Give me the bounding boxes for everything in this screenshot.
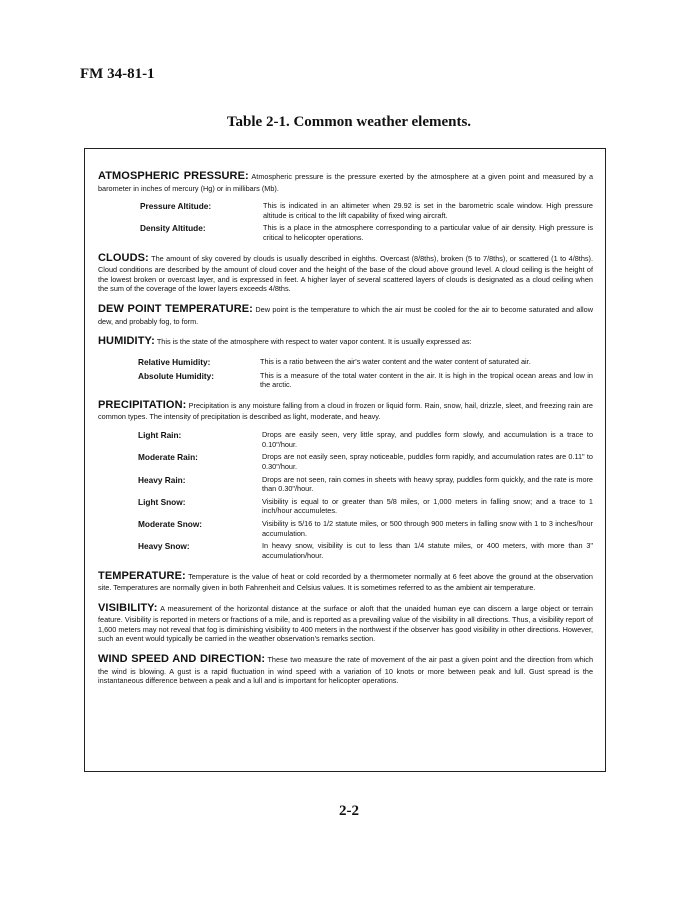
section-clouds bbox=[98, 251, 593, 294]
subitem-text: This is a measure of the total water content in the air. It is high in the tropical ocean areas and low in the arctic. bbox=[260, 370, 593, 390]
section-text: Temperature is the value of heat or cold recorded by a thermometer normally at 6 feet above the ground at the observation site. Temperatures are normally given in both Fahrenheit and Celsius values. It is sometimes referred to as the ambient air temperature. bbox=[98, 571, 593, 593]
section-text: Dew point is the temperature to which the air must be cooled for the air to become saturated and allow dew, and probably fog, to form. bbox=[98, 305, 593, 326]
section-heading: VISIBILITY: bbox=[98, 601, 158, 614]
subitem-text: Drops are not seen, rain comes in sheets with heavy spray, puddles form quickly, and the rate is more than 0.30"/hour. bbox=[262, 474, 593, 494]
subitem-heavy-snow bbox=[98, 541, 593, 560]
document-id: FM 34-81-1 bbox=[80, 66, 155, 82]
subitem-pressure-altitude bbox=[98, 201, 593, 220]
subitem-label: Heavy Snow: bbox=[138, 541, 190, 552]
subitem-label: Moderate Snow: bbox=[138, 519, 203, 530]
subitem-text: Drops are easily seen, very little spray, and puddles form slowly, and accumulation is a trace to 0.10"/hour. bbox=[262, 430, 593, 449]
subitem-text: Visibility is 5/16 to 1/2 statute miles, or 500 through 900 meters in falling snow with 1 to 3 inches/hour accumulation. bbox=[262, 519, 593, 538]
section-text: A measurement of the horizontal distance at the surface or aloft that the unaided human eye can discern a large object or terrain feature. Visibility is reported in meters or fractions of a mile, and is reported as a prevailing value of the visibility in all directions. Thus, a visibility report of 1,600 meters may not reveal that fog is diminishing visibility to 400 meters in the northwest if the observer has good visibility in other directions. However, such an event would typically be carried in the weather observation's remarks section. bbox=[98, 603, 593, 644]
section-text: The amount of sky covered by clouds is usually described in eighths. Overcast (8/8ths), broken (5 to 7/8ths), or scattered (1 to 4/8ths). Cloud conditions are described by the amount of cloud cover and the height of the base of the cloud above ground level. A cloud ceiling is the height of the lowest broken or overcast layer, and is expressed in feet. A higher layer of several scattered layers of clouds is designated as a cloud ceiling when the sum of the coverage of the lower layers exceeds 4/8ths. bbox=[98, 253, 593, 294]
section-text: These two measure the rate of movement of the air past a given point and the direction from which the wind is blowing. A gust is a rapid fluctuation in wind speed with a variation of 10 knots or more between peak and lull. Gust spread is the instantaneous difference between a peak and a lull and is important for helicopter operations. bbox=[98, 655, 593, 686]
section-heading: PRECIPITATION: bbox=[98, 398, 187, 411]
subitem-label: Light Rain: bbox=[138, 430, 182, 441]
subitem-text: Visibility is equal to or greater than 5/8 miles, or 1,000 meters in falling snow; and a trace to 1 inch/hour accumuletes. bbox=[262, 496, 593, 516]
section-heading: HUMIDITY: bbox=[98, 335, 155, 348]
subitem-label: Heavy Rain: bbox=[138, 474, 186, 485]
subitem-text: This is a place in the atmosphere corresponding to a particular value of air density. High pressure is critical to helicopter operations. bbox=[263, 223, 593, 243]
subitem-label: Density Altitude: bbox=[140, 223, 206, 234]
subitem-label: Moderate Rain: bbox=[138, 452, 198, 463]
page-number: 2-2 bbox=[339, 803, 359, 819]
section-text: This is the state of the atmosphere with respect to water vapor content. It is usually expressed as: bbox=[156, 337, 472, 347]
subitem-text: This is indicated in an altimeter when 29.92 is set in the barometric scale window. High pressure altitude is critical to the lift capability of fixed wing aircraft. bbox=[263, 201, 593, 220]
subitem-light-snow bbox=[98, 497, 593, 516]
subitem-label: Absolute Humidity: bbox=[138, 370, 215, 381]
section-precipitation bbox=[98, 398, 593, 422]
humidity-subitems bbox=[98, 357, 593, 390]
subitem-heavy-rain bbox=[98, 475, 593, 494]
subitem-text: In heavy snow, visibility is cut to less than 1/4 statute miles, or 400 meters, with more than 3" accumulation/hour. bbox=[262, 541, 593, 560]
section-atmospheric-pressure bbox=[98, 169, 593, 193]
subitem-relative-humidity bbox=[98, 357, 593, 368]
section-humidity bbox=[98, 334, 593, 349]
section-heading: TEMPERATURE: bbox=[98, 569, 186, 582]
section-text: Atmospheric pressure is the pressure exerted by the atmosphere at a given point and measured by a barometer in inches of mercury (Hg) or in millibars (Mb). bbox=[98, 172, 593, 193]
section-visibility bbox=[98, 601, 593, 644]
subitem-label: Light Snow: bbox=[138, 496, 186, 507]
section-heading: CLOUDS: bbox=[98, 251, 149, 264]
section-dew-point bbox=[98, 302, 593, 326]
subitem-absolute-humidity bbox=[98, 371, 593, 390]
subitem-text: This is a ratio between the air's water content and the water content of saturated air. bbox=[260, 356, 531, 366]
section-wind bbox=[98, 652, 593, 686]
subitem-light-rain bbox=[98, 430, 593, 449]
weather-elements-table bbox=[84, 148, 606, 772]
section-heading: ATMOSPHERIC PRESSURE: bbox=[98, 170, 249, 182]
subitem-label: Pressure Altitude: bbox=[140, 201, 212, 212]
section-text: Precipitation is any moisture falling from a cloud in frozen or liquid form. Rain, snow, hail, drizzle, sleet, and freezing rain are common types. The intensity of precipitation is described as light, moderate, and heavy. bbox=[98, 400, 593, 422]
precipitation-subitems bbox=[98, 430, 593, 561]
section-heading: DEW POINT TEMPERATURE: bbox=[98, 303, 253, 316]
subitem-density-altitude bbox=[98, 223, 593, 242]
subitem-moderate-rain bbox=[98, 452, 593, 471]
table-title: Table 2-1. Common weather elements. bbox=[226, 114, 472, 130]
section-temperature bbox=[98, 569, 593, 593]
subitem-label: Relative Humidity: bbox=[138, 356, 211, 367]
subitem-moderate-snow bbox=[98, 519, 593, 538]
subitem-text: Drops are not easily seen, spray noticeable, puddles form rapidly, and accumulation rates are 0.11" to 0.30"/hour. bbox=[262, 452, 593, 471]
section-heading: WIND SPEED AND DIRECTION: bbox=[98, 653, 266, 666]
pressure-subitems bbox=[98, 201, 593, 243]
